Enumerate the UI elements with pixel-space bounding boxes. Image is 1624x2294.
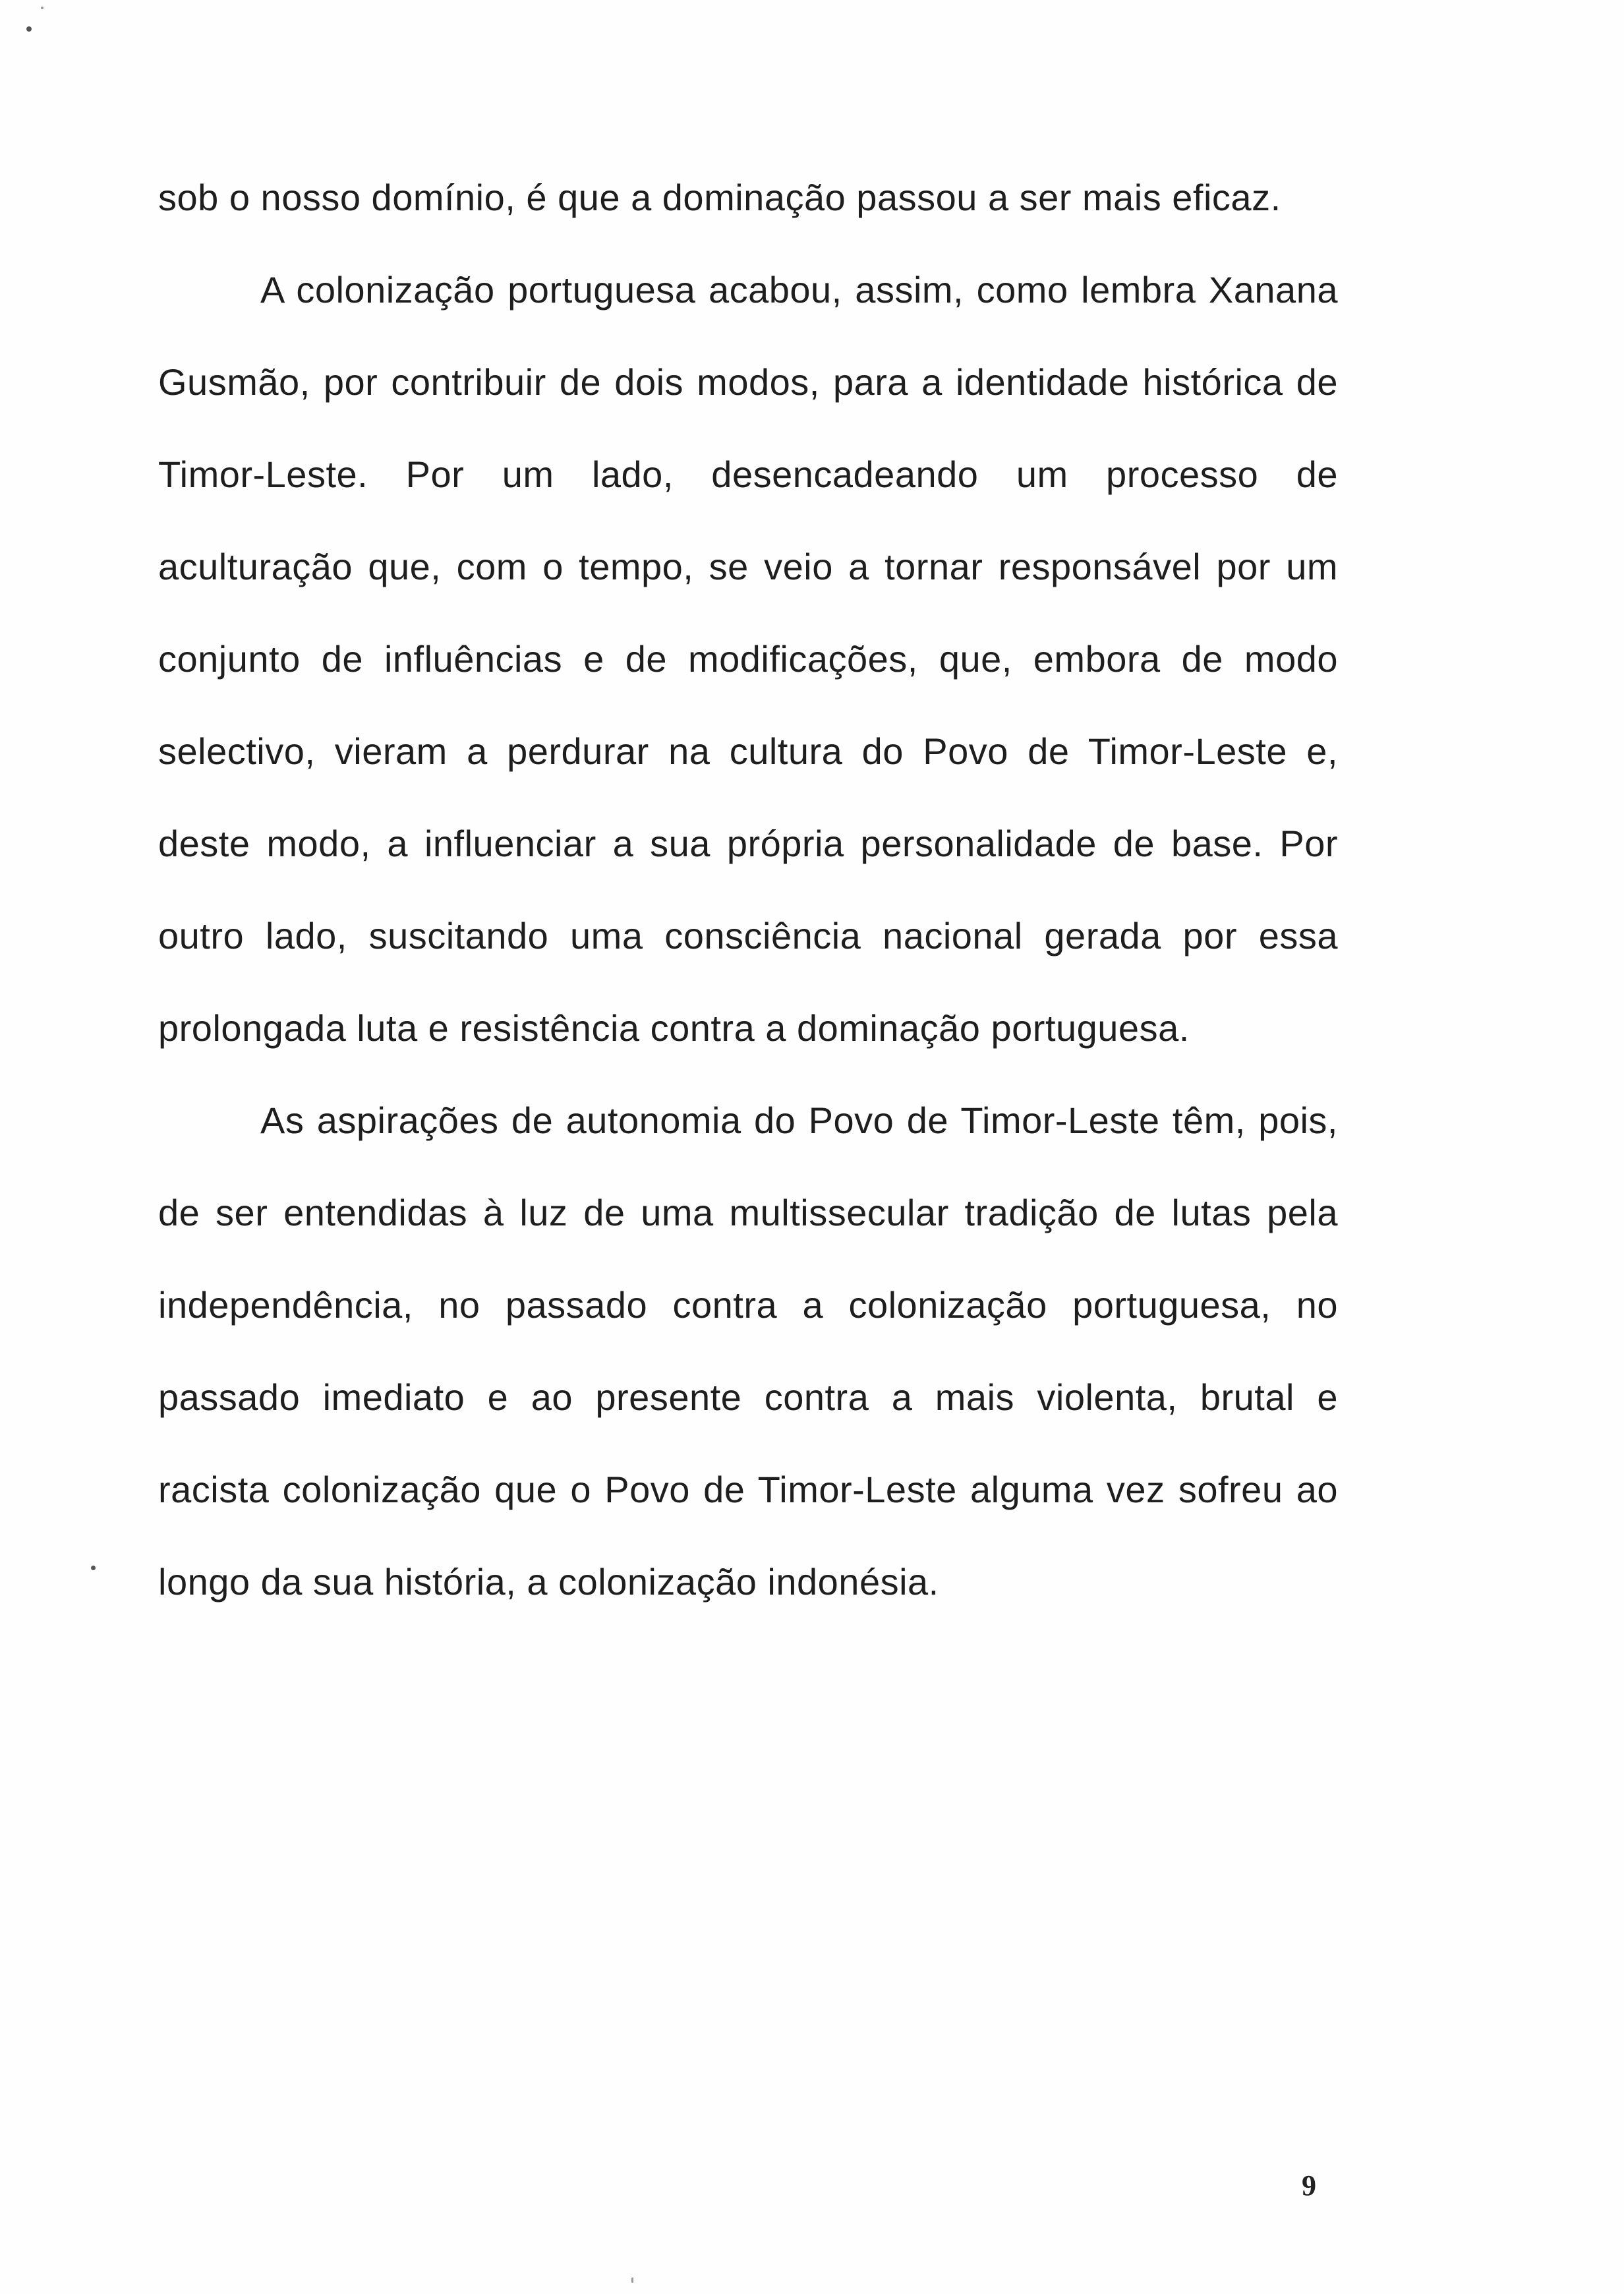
paragraph-3: As aspirações de autonomia do Povo de Timor-Leste têm, pois, de ser entendidas à luz de uma multissecular tradição de lutas pela independência, no passado contra a colonização portuguesa, no passado imediato e ao presente contra a mais violenta, brutal e racista colonização que o Povo de Timor-Leste alguma vez sofreu ao longo da sua história, a colonização indonésia. — [158, 1100, 1338, 1603]
scan-speck — [41, 7, 44, 9]
page-number: 9 — [1302, 2169, 1316, 2202]
paragraph-1: sob o nosso domínio, é que a dominação passou a ser mais eficaz. — [158, 177, 1281, 218]
scan-speck — [91, 1566, 96, 1570]
scan-speck — [631, 2278, 633, 2283]
paragraph-2: A colonização portuguesa acabou, assim, como lembra Xanana Gusmão, por contribuir de dois modos, para a identidade histórica de Timor-Leste. Por um lado, desencadeando um processo de aculturação que, com o tempo, se veio a tornar responsável por um conjunto de influências e de modificações, que, embora de modo selectivo, vieram a perdurar na cultura do Povo de Timor-Leste e, deste modo, a influenciar a sua própria personalidade de base. Por outro lado, suscitando uma consciência nacional gerada por essa prolongada luta e resistência contra a dominação portuguesa. — [158, 269, 1338, 1049]
scan-speck — [26, 26, 32, 32]
body-text — [158, 152, 1338, 1628]
